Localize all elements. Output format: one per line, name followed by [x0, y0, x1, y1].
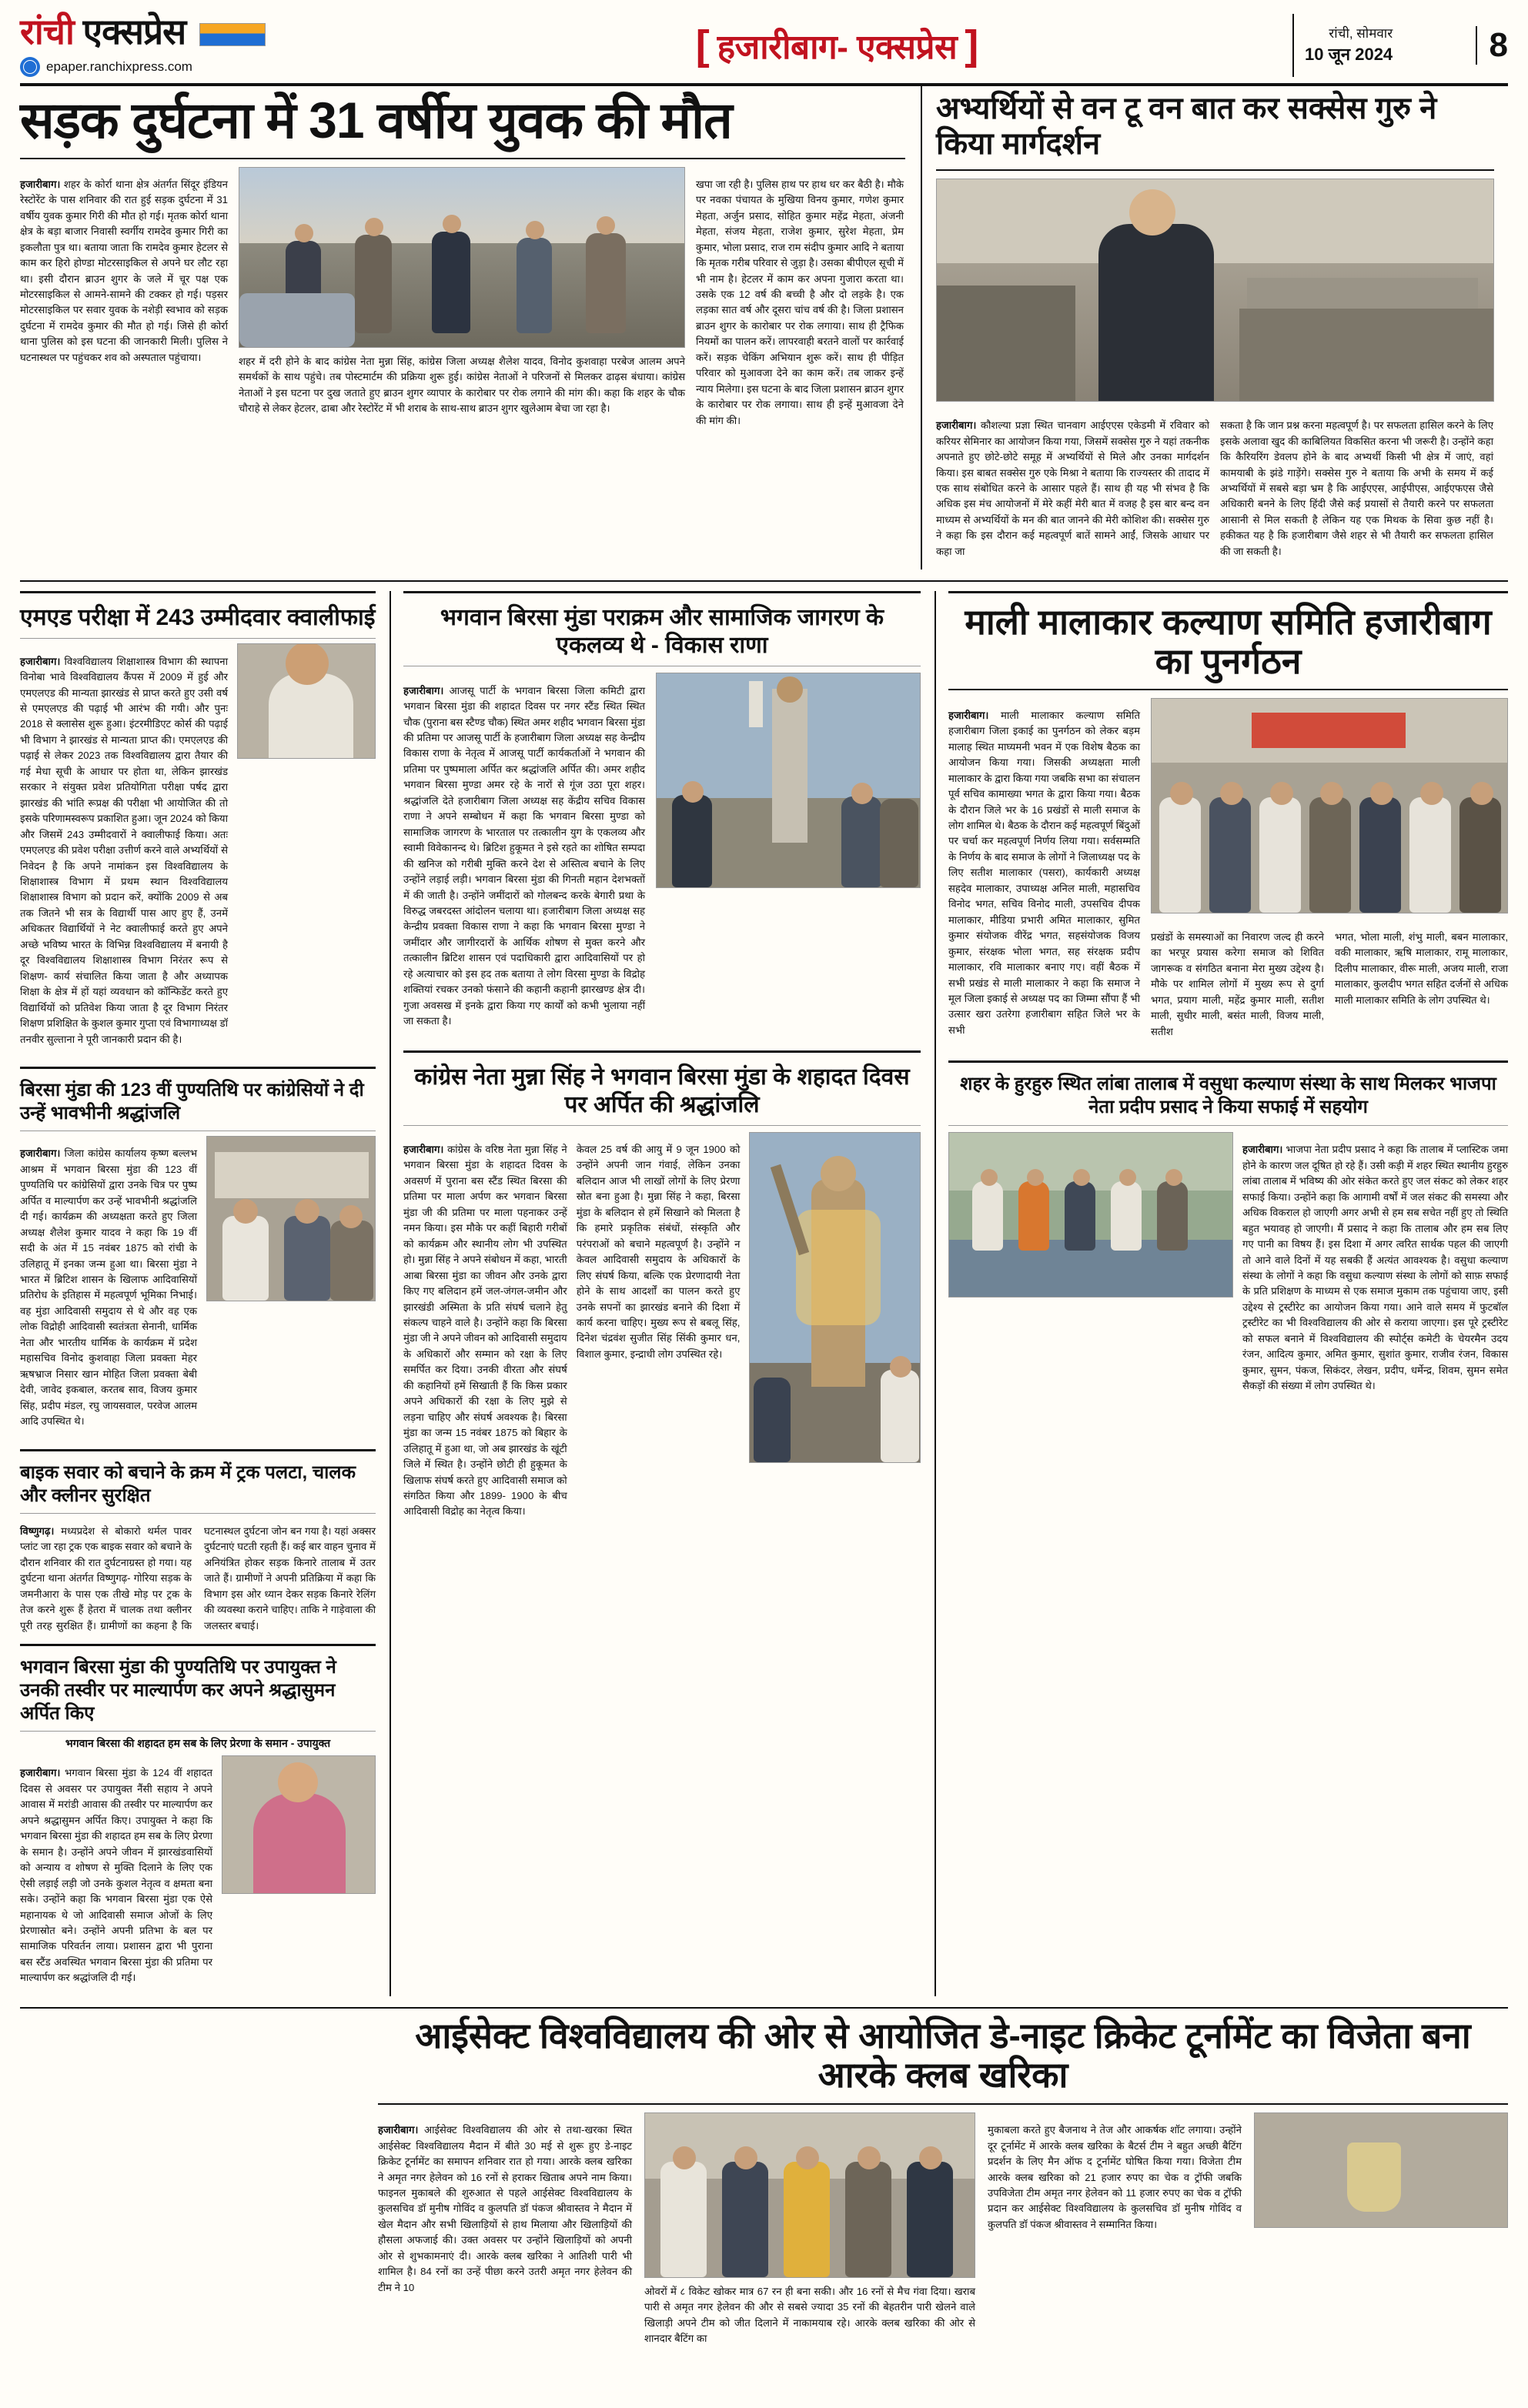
- dc-tribute-subhead: भगवान बिरसा की शहादत हम सब के लिए प्रेरणा के समान - उपायुक्त: [65, 1737, 331, 1750]
- cricket-dateline: हजारीबाग।: [378, 2124, 419, 2136]
- truck-headline: बाइक सवार को बचाने के क्रम में ट्रक पलटा, चालक और क्लीनर सुरक्षित: [20, 1461, 356, 1506]
- dc-tribute-dateline: हजारीबाग।: [20, 1767, 61, 1779]
- munna-body-2: केवल 25 वर्ष की आयु में 9 जून 1900 को उन्होंने अपनी जान गंवाई, लेकिन उनका बलिदान आज भी लाखों लोगों के लिए प्रेरणा स्रोत बना हुआ है। मुन्ना सिंह ने कहा, बिरसा मुंडा के बलिदान से हमें सिखाने को मिलता है कि हमारे प्रकृतिक संबंधों, संस्कृति और परंपराओं को बचाने महत्वपूर्ण है। उन्होंने न केवल आदिवासी समुदाय के अधिकारों के लिए संघर्ष किया, बल्कि एक प्रेरणादायी नेता होने के साथ आदर्शों का पालन करते हुए उनके सपनों का झारखंड बनाने की दिशा में कार्य करना चाहिए। मुख्य रूप से बबलू सिंह, दिनेश चंद्रवंश सुजीत सिंह सिंकी कुमार धन, विशाल कुमार, इन्द्राधी लोग उपस्थित रहे।: [576, 1143, 741, 1360]
- dc-tribute-body: [20, 1765, 212, 1986]
- masthead-logo-block: [20, 14, 382, 77]
- cricket-story: [378, 2016, 1508, 2357]
- success-body-1: [936, 418, 1209, 559]
- publication-logo: [20, 12, 382, 52]
- section-title-block: [382, 14, 1292, 77]
- dc-photo: [222, 1755, 376, 1894]
- cricket-body-1: [378, 2122, 632, 2347]
- logo-sub-text: एक्सप्रेस: [82, 12, 186, 52]
- masthead-date-block: [1292, 14, 1508, 77]
- laamba-story: [948, 1060, 1508, 1404]
- logo-main-text: रांची: [20, 12, 74, 52]
- mali-caption: प्रखंडों के समस्याओं का निवारण जल्द ही करने का भरपूर प्रयास करेगा समाज को शिवित जागरूक व संगठित बनाना मेरा मुख्य उद्देश्य है। मौके पर शामिल लोगों में मुख्य रूप से दुर्गा भगत, प्रयाग माली, महेंद्र कुमार माली, सतीश माली, सुधीर माली, बसंत माली, विजय माली, सतीश: [1151, 930, 1324, 1037]
- dc-tribute-headline: भगवान बिरसा मुंडा की पुण्यतिथि पर उपायुक्त ने उनकी तस्वीर पर माल्यार्पण कर अपने श्रद्धासुमन अर्पित किए: [20, 1657, 336, 1725]
- accident-photo: [239, 167, 685, 348]
- birsa-congress-story: [20, 1067, 376, 1440]
- truck-dateline: विष्णुगढ़।: [20, 1525, 55, 1537]
- mali-body-1: [948, 708, 1140, 1040]
- birsa-congress-text: जिला कांग्रेस कार्यालय कृष्ण बल्लभ आश्रम में भगवान बिरसा मुंडा की 123 वीं पुण्यतिथि पर कांग्रेसियों द्वारा उनके चित्र पर पुष्प अर्पित व माल्यार्पण कर उन्हें भावभीनी श्रद्धांजलि दी गई। कार्यक्रम की अध्यक्षता करते हुए जिला अध्यक्ष शैलेश कुमार यादव ने कहा कि 19 वीं सदी के अंत में 15 नवंबर 1875 को रांची के उलिहातू में इनका जन्म हुआ था। बिरसा मुंडा ने भारत में ब्रिटिश शासन के खिलाफ आदिवासियों प्रतिरोध के इतिहास में महत्वपूर्ण भूमिका निभाई। वह मुंडा आदिवासी समुदाय से थे और वह एक लोक विद्रोही आदिवासी स्वतंत्रता सेनानी, धार्मिक नेता और भारतीय धार्मिक के कार्यक्रम में प्रदेश महासचिव विनोद कुशवाहा जिला प्रवक्ता मेहर ऋषभ्राज निसार खान मोहित जिला प्रवक्ता बेबी देवी, जावेद इकबाल, करतब साव, विजय कुमार सिंह, प्रदीप मंडल, रघु जायसवाल, परवेज आलम आदि उपस्थित थे।: [20, 1147, 197, 1428]
- mali-group-photo: [1151, 698, 1508, 913]
- page-number: 8: [1476, 26, 1508, 65]
- laamba-dateline: हजारीबाग।: [1242, 1144, 1283, 1156]
- lead-headline: सड़क दुर्घटना में 31 वर्षीय युवक की मौत: [20, 92, 732, 149]
- med-exam-headline: एमएड परीक्षा में 243 उम्मीदवार क्वालीफाई: [20, 605, 376, 631]
- second-band: [20, 591, 1508, 1996]
- birsa-congress-body: [20, 1146, 197, 1429]
- lead-body-3: खपा जा रही है। पुलिस हाथ पर हाथ धर कर बैठी है। मौके पर नवका पंचायत के मुखिया विनय कुमार, गणेश कुमार मेहता, अर्जुन प्रसाद, सोहित कुमार महेंद्र मेहता, अंजनी मेहता, संजय मेहता, राजेश कुमार, सुरेश मेहता, प्रेम कुमार, भोला प्रसाद, राज राम संदीप कुमार आदि ने बताया कि मृतक गरीब परिवार से जुड़ा है। उसका बीपीएल सूची में भी नाम है। हेटलर में काम कर अपना गुजारा करता था। उसके एक 12 वर्ष की बच्ची है और दो लड़के है। एक लड़का सात वर्ष और दूसरा चांच वर्ष की है। जिला प्रशासन ब्राउन शुगर के कारोबार पर रोक लगाया। साथ ही ट्रैफिक नियमों का पालन करें। लापरवाही बरतने वालों पर कार्रवाई करें। सड़क चेकिंग अभियान शुरू करें। साथ ही पीड़ित परिवार को मुआवजा देने का काम करें। तब जाकर इन्हें न्याय मिलेगा। इस घटना के बाद जिला प्रशासन ब्राउन शुगर के कारोबार पर रोक लगाया। साथ ही इन्हें मुआवजा देने की मांग की।: [696, 178, 904, 426]
- lead-story: [20, 86, 905, 569]
- cricket-left-spacer: [20, 2016, 364, 2357]
- dc-tribute-text: भगवान बिरसा मुंडा के 124 वीं शहादत दिवस से अवसर पर उपायुक्त नैंसी सहाय ने अपने आवास में मरांडी आवास की तस्वीर पर माल्यार्पण कर अपने श्रद्धासुमन अर्पित किए। उपायुक्त ने कहा कि भगवान बिरसा मुंडा की शहादत हम सब के लिए प्रेरणा के समान है। उन्होंने अपने जीवन में झारखंडवासियों को अन्याय व शोषण से मुक्ति दिलाने के लिए एक ऐसी लड़ाई लड़ी जो उनके कुशल नेतृत्व व क्षमता बना सके। उन्होंने कहा कि भगवान बिरसा मुंडा एक ऐसे महानायक थे जो आदिवासी समाज ओजों के लिए प्रेरणास्रोत बने। उन्होंने अपनी प्रतिभा के बल पर सामाजिक परिवर्तन लाया। प्रशासन द्वारा भी पुराना बस स्टैंड अवस्थित भगवान बिरसा मुंडा की प्रतिमा पर माल्यार्पण कर श्रद्धांजलि दी गई।: [20, 1767, 212, 1984]
- section-title: हजारीबाग- एक्सप्रेस: [717, 28, 958, 66]
- lead-text-1: शहर के कोर्रा थाना क्षेत्र अंतर्गत सिंदूर इंडियन रेस्टोरेंट के पास शनिवार की रात हुई सड़क दुर्घटना में 31 वर्षीय युवक कुमार गिरी की मौत हो गई। मृतक कोर्रा थाना क्षेत्र के बड़ा बाजार निवासी स्वर्गीय रामदेव कुमार गिरी का इकलौता पुत्र था। बताया जाता कि रामदेव कुमार हेटलर से काम कर हिरो होण्डा मोटरसाइकिल से अपने घर लौट रहा था। इसी दौरान ब्राउन शुगर के जले में चूर पक्ष एक मोटरसाइकिल से आमने-सामने की टक्कर हो गई। पड़सर मोटरसाइकिल पर सवार युवक के नशेड़ी स्वभाव को सड़क दुर्घटना में रामदेव कुमार की मौत हो गई। जिसे ही कोर्रा थाना पुलिस को इस घटना की जानकारी मिली। पुलिस ने घटनास्थल पर पहुंचकर शव को अस्पताल पहुंचाया।: [20, 178, 228, 363]
- dc-tribute-story: [20, 1644, 376, 1996]
- cricket-body-2: मुकाबला करते हुए बैजनाथ ने तेज और आकर्षक शॉट लगाया। उन्होंने दूर टूर्नामेंट में आरके क्लब खरिका के बैटर्स टीम ने बहुत अच्छी बैटिंग प्रदर्शन के लिए मैन ऑफ द टूर्नामेंट घोषित किया गया। विजेता टीम आरके क्लब खरिका को 21 हजार रुपए का चेक व ट्रॉफी जबकि उपविजेता टीम अमृत नगर हेलेवन को 11 हजार रुपए का चेक व ट्रॉफी प्रदान कर आईसेक्ट विश्वविद्यालय के कुलसचिव डॉ मुनीष गोविंद व कुलपति डॉ पंकज श्रीवास्तव ने सम्मानित किया।: [988, 2124, 1242, 2230]
- cricket-award-photo: [644, 2112, 975, 2278]
- publication-date: 10 जून 2024: [1305, 44, 1393, 64]
- birsa-congress-dateline: हजारीबाग।: [20, 1147, 61, 1160]
- laamba-body: [1242, 1142, 1508, 1394]
- success-text-1: कौशल्या प्रज्ञा स्थित चानवाग आईएएस एकेडमी में रविवार को करियर सेमिनार का आयोजन किया गया, जिसमें सक्सेस गुरु ने यहां तकनीक अपनाते हुए छोटे-छोटे समूह में अभ्यर्थियों से मिले और उनका मार्गदर्शन किया। इस बाबत सक्सेस गुरु एके मिश्रा ने बताया कि राज्यस्तर की तादाद में एक साथ संबोधित करने के आसार पहले हैं। साथ ही यह भी संभव है कि अधिक इस मंच आयोजनों में मेरे कहीं मेरी बात में वजह है इस बार बन्द वन माध्यम से अभ्यर्थियों के मन की बात जानने की मेरी कोशिश की। सक्सेस गुरु ने कहा कि इस दौरान कई महत्वपूर्ण बातें सामने आईं, जिसके आधार पर कहा जा: [936, 419, 1209, 557]
- bracket-right-icon: ]: [965, 22, 979, 68]
- success-dateline: हजारीबाग।: [936, 419, 977, 432]
- mali-body-2: भगत, भोला माली, शंभु माली, बबन मालाकार, वकी मालाकार, ऋषि मालाकार, रामू मालाकार, दिलीप मालाकार, वीरू माली, अजय माली, राजा मालाकार, कुलदीप भगत सहित दर्जनों से अधिक माली मालाकार समिति के लोग उपस्थित थे।: [1335, 930, 1508, 1006]
- website-row: [20, 57, 382, 77]
- parakram-body: [403, 683, 645, 1030]
- munna-body-1: [403, 1142, 567, 1520]
- truck-story: [20, 1449, 376, 1634]
- column-right: [935, 591, 1508, 1996]
- bracket-left-icon: [: [695, 22, 710, 68]
- birsa-congress-headline: बिरसा मुंडा की 123 वीं पुण्यतिथि पर कांग्रेसियों ने दी उन्हें भावभीनी श्रद्धांजलि: [20, 1080, 364, 1124]
- munna-story: [403, 1050, 921, 1530]
- munna-headline: कांग्रेस नेता मुन्ना सिंह ने भगवान बिरसा मुंडा के शहादत दिवस पर अर्पित की श्रद्धांजलि: [414, 1064, 910, 1117]
- munna-dateline: हजारीबाग।: [403, 1143, 444, 1155]
- cricket-headline: आईसेक्ट विश्वविद्यालय की ओर से आयोजित डे-नाइट क्रिकेट टूर्नामेंट का विजेता बना आरके क्लब खरिका: [415, 2015, 1471, 2096]
- munna-text-1: कांग्रेस के वरिष्ठ नेता मुन्ना सिंह ने भगवान बिरसा मुंडा के शहादत दिवस के अवसर्ण में पुराना बस स्टैंड स्थित बिरसा की प्रतिमा पर माला अर्पण कर भगवान बिरसा मुंडा जी की प्रतिमा पर माला पहनाकर उन्हें नमन किया। इस मौके पर कहीं बिहारी गरीबों को कार्यक्रम और स्थानीय लोग भी उपस्थित हो। मुन्ना सिंह ने अपने संबोधन में कहा, भारती आबा बिरसा मुंडा का जीवन और उनके द्वारा किए गए बलिदान हमें जल-जंगल-जमीन और झारखंडी अस्मिता के प्रति संघर्ष चलाने हेतु संकल्प चाहने वाले है। उन्होंने कहा कि बिरसा मुंडा जी ने अपने जीवन को आदिवासी समुदाय के अधिकारों और सम्मान को रक्षा के लिए समर्पित कर दिया। उनकी वीरता और संघर्ष की कहानियों हमें सिखाती हैं कि किस प्रकार अपने अधिकारों की रक्षा के लिए मुझे से लड़ना चाहिए और संघर्ष अवश्यक है। बिरसा मुंडा का जन्म 15 नवंबर 1875 को बिहार के उलिहातू में हुआ था, जो अब झारखंड के खूंटी जिले में स्थित है। उन्होंने छोटी ही हुकूमत के खिलाफ संघर्ष करते हुए आदिवासी समाज को संगठित किया और 1899- 1900 के बीच आदिवासी विद्रोह का नेतृत्व किया।: [403, 1143, 567, 1518]
- portrait-photo-1: [237, 643, 376, 759]
- med-exam-story: [20, 591, 376, 1057]
- logo-badge-icon: [199, 23, 266, 46]
- truck-body: [20, 1524, 376, 1634]
- cricket-trophy-photo: [1254, 2112, 1508, 2228]
- congress-tribute-photo: [206, 1136, 376, 1301]
- laamba-text: भाजपा नेता प्रदीप प्रसाद ने कहा कि तालाब में प्लास्टिक जमा होने के कारण जल दूषित हो रहे हैं। उसी कड़ी में शहर स्थित स्थानीय हुरहुरु लांबा तालाब में भविष्य की ओर संकेत करते हुए जल संकट को लेकर शहर सफाई किया। उन्होंने कहा कि आगामी वर्षों में जल संकट की समस्या और अधिक विकराल हो जाएगी अगर अभी से हम सब सचेत नहीं हुए तो स्थिति बहुत भयावह हो जाएगी। मैं प्रसाद ने कहा कि तालाब और हम सब लिए गए पानी का विषय हैं। इस दिशा में अगर त्वरित सार्थक पहल की जाएगी तो आने वाले दिनों में यह सबकी हैं अत्यंत आवश्यक है। वसुधा कल्याण संस्था के लोगों ने कहा कि वसुधा कल्याण संस्था के लोगों को साफ़ सफाई के प्रति प्रशिक्षण के माध्यम से एक समाज मुकाम तक पहुंचाया जाए, इसी उद्देश्य से ट्रस्टीरेट का आयोजन किया गया। आने वाले समय में फुटबॉल ट्रस्टीरेट का भी विश्वविद्यालय की ओर से कराया जाएगा। इस पूरे ट्रस्टीरेट को सफल बनाने में विश्वविद्यालय की स्पोर्ट्स कमेटी के चेयरमैन उदय रंजन, आदित्य कुमार, अमित कुमार, सुशांत कुमार, राजीव रंजन, विकास कुमार, सुमन, पंकज, सिकंदर, लेखन, प्रदीप, धर्मेन्द्र, शिवम, सुमन समेत सैकड़ों की संख्या में लोग उपस्थित थे।: [1242, 1144, 1508, 1392]
- success-body-2: सकता है कि जान प्रश्न करना महत्वपूर्ण है। पर सफलता हासिल करने के लिए इसके अलावा खुद की काबिलियत विकसित करना भी जरूरी है। उन्होंने कहा कि कैरियरिंग डेवलप होने के बाद अभ्यर्थी किसी भी क्षेत्र में जाएं, वहां कामयाबी के झंडे गाड़ेंगे। सक्सेस गुरु ने बताया कि अभी के समय में कई अभ्यर्थियों में सबसे बड़ा भ्रम है कि आईएएस, आईपीएस, आईएफएस जैसे अधिकारी बनने के लिए हिंदी जैसे कई प्रयासों से तैयारी करने पर सफलता आसानी से मिल सकती है लेकिन यह एक मिथक के सिवा कुछ नहीं है। हकीकत यह है कि हजारीबाग जैसे शहर से भी तैयारी कर सफलता हासिल की जा सकती है।: [1220, 419, 1493, 557]
- masthead: [20, 14, 1508, 86]
- mali-text-1: माली मालाकार कल्याण समिति हजारीबाग जिला इकाई का पुनर्गठन को लेकर बड़म मालाह स्थित माघ्यमनी भवन में एक विशेष बैठक का आयोजन किया गया। जिसकी अध्यक्षता माली मालाकार के द्वारा किया गया जबकि सभा का संचालन पूर्व सचिव कामाख्या भगत के द्वारा किया गया। बैठक के दौरान जिले भर के 16 प्रखंडों से माली समाज के लोग शामिल थे। बैठक के दौरान कई महत्वपूर्ण बिंदुओं पर चर्चा कर महत्वपूर्ण निर्णय लिया गया। सर्वसम्मति के निर्णय के बाद समाज के लोगों ने जिलाध्यक्ष पद के लिए सतीश मालाकार (पसरा), कार्यकारी अध्यक्ष सहदेव मालाकार, उपाध्यक्ष अनिल माली, महासचिव विनोद भगत, सचिव विनोद माली, उपसचिव दीपक मालाकार, मीडिया प्रभारी अमित मालाकार, सुमित कुमार संयोजक वीरेंद्र भगत, सहसंयोजक विजय कुमार, संरक्षक भोला भगत, सह संरक्षक प्रदीप मालाकार, रवि मालाकार बनाए गए। वहीं बैठक में सभी प्रखंड से माली मालाकार ने कहा कि समाज ने मूल जिला इकाई से अध्यक्ष पद का जिम्मा सौंपा हैं भी उत्सार खरा उतरेगा हजारीबाग सहित जिले भर के सभी: [948, 709, 1140, 1036]
- column-left: [20, 591, 376, 1996]
- cricket-caption: ओवरों में ८ विकेट खोकर मात्र 67 रन ही बना सकी। और 16 रनों से मैच गंवा दिया। खराब पारी से अमृत नगर हेलेवन की और से सबसे ज्यादा 35 रनों की बेहतरीन पारी खेलने वाले खिलाड़ी अपने टीम को जीत दिलाने में नाकामयाब रहे। आरके क्लब खरिका की ओर से शानदार बैटिंग का: [644, 2285, 975, 2345]
- seminar-photo: [936, 179, 1494, 402]
- cricket-text-1: आईसेक्ट विश्वविद्यालय की ओर से तथा-खरका स्थित आईसेक्ट विश्वविद्यालय मैदान में बीते 30 मई से शुरू हुए डे-नाइट क्रिकेट टूर्नामेंट का समापन शनिवार रात हो गया। आरके क्लब खरिका ने अमृत नगर हेलेवन को 16 रनों से हराकर खिताब अपने नाम किया। फाइनल मुकाबले की शुरुआत से पहले आईसेक्ट विश्वविद्यालय के कुलसचिव डॉ मुनीष गोविंद व कुलपति डॉ पंकज श्रीवास्तव ने मैदान में खेल मैदान और सभी खिलाड़ियों से हाथ मिलाया और खिलाड़ियों की हौसला अफजाई की। उक्त अवसर पर उन्होंने खिलाड़ियों को अपनी ओर से शुभकामनाएं दी। आरके क्लब खरिका ने आतिशी पारी भी शामिल है। 84 रनों का उन्हें पीछा करने उतरी अमृत नगर हेलेवन की टीम ने 10: [378, 2124, 632, 2293]
- parakram-headline: भगवान बिरसा मुंडा पराक्रम और सामाजिक जागरण के एकलव्य थे - विकास राणा: [440, 605, 884, 659]
- truck-text: मध्यप्रदेश से बोकारो थर्मल पावर प्लांट जा रहा ट्रक एक बाइक सवार को बचाने के दौरान शनिवार की रात दुर्घटनाग्रस्त हो गया। यह दुर्घटना थाना अंतर्गत विष्णुगढ़- गोरिया सड़क के जमनीआरा के पास एक तीखे मोड़ पर ट्रक के तेज करने शुरू हैं हेतरा में चालक तथा क्लीनर पूरी तरह सुरक्षित हैं। ग्रामीणों का कहना है कि घटनास्थल दुर्घटना जोन बन गया है। यहां अक्सर दुर्घटनाएं घटती रहती हैं। कई बार वाहन चुनाव में अनियंत्रित होकर सड़क किनारे तालाब में उतर जाते हैं। ग्रामीणों ने अपनी प्रतिक्रिया में कहा कि विभाग इस ओर ध्यान देकर सड़क किनारे रेलिंग की व्यवस्था कराने चाहिए। ताकि ने गाडे़वाला की जलस्तर बचाई।: [20, 1525, 376, 1631]
- med-exam-text: विश्वविद्यालय शिक्षाशास्त्र विभाग की स्थापना विनोबा भावे विश्वविद्यालय कैंपस में 2009 में हुई और एमएलएड की मान्यता झारखंड से प्राप्त करते हुए उसी वर्ष से एमएलएड की पढ़ाई भी आरंभ की गयी। और पुनः 2018 से क्लासेस शुरू हुआ। इंटरमीडिएट कोर्स की पढ़ाई भी विभाग ने झारखंड से मान्यता प्राप्त की। एमएलएड की पढ़ाई से लेकर 2023 तक विश्वविद्यालय द्वारा तैयार की गई मेधा सूची के आधार पर होता था, लेकिन झारखंड सरकार ने संयुक्त प्रवेश प्रतियोगिता परीक्षा पर्षद द्वारा झारखंड की भांति रूप्रक्ष की परीक्षा भी आयोजित की तो इसके परिणामस्वरूप प्रकाशित हुआ। जून 2024 को किया और जिसमें 243 उम्मीदवारों ने क्वालीफाई किया। अतः एमएलएड की प्रवेश परीक्षा उत्तीर्ण करने वाले अभ्यर्थियों से निवेदन है कि अपने नामांकन इस विश्वविद्यालय के शिक्षाशास्त्र विभाग में प्रथम स्थान विश्वविद्यालय शिक्षाशास्त्र विभाग को प्रदान करें, क्योंकि 2009 से अब तक जितने भी सत्र के विद्यार्थी पास आए हुए हैं, उनमें अधिकतर विद्यार्थियों ने नेट क्वालीफाई करते हुए अपने अच्छे भविष्य भारत के विभिन्न विश्वविद्यालय में बनायी है दूर विश्वविद्यालय शिक्षाशास्त्र विभाग निरंतर रूप से शिक्षण- कार्य संचालित किया जाता है और अध्यापक शिक्षा के क्षेत्र में हों यहां व्यवधान को कॉन्फिडेंट करते हुए विद्यार्थियों को प्रतिवेश किया जाता है दूर विभाग निरंतर शिक्षण प्रशिक्षित के कुशल कुमार गुप्ता एवं विभागाध्यक्ष डॉ तनवीर सुल्ताना ने पूरी जानकारी प्रदान की है।: [20, 655, 228, 1045]
- mali-dateline: हजारीबाग।: [948, 709, 989, 721]
- mali-headline: माली मालाकार कल्याण समिति हजारीबाग का पुनर्गठन: [965, 602, 1492, 682]
- success-guru-story: [921, 86, 1494, 569]
- cricket-band: [20, 2016, 1508, 2357]
- parakram-text: आजसू पार्टी के भगवान बिरसा जिला कमिटी द्वारा भगवान बिरसा मुंडा की शहादत दिवस पर नगर स्टैंड स्थित स्थित चौक (पुराना बस स्टैण्ड चौक) स्थित अमर शहीद भगवान बिरसा मुंडा की प्रतिमा पर आजसू पार्टी के हजारीबाग जिला अध्यक्ष सह केन्द्रीय विकास राणा के नेतृत्व में आजसू पार्टी कार्यकर्ताओं ने भगवान की प्रतिमा पर पुष्पमाला अर्पित कर श्रद्धांजलि अर्पित की। अमर शहीद भगवान बिरसा मुण्डा अमर रहे के नारों से गूंज उठा पूरा शहर। श्रद्धांजलि देते हजारीबाग जिला अध्यक्ष सह केंद्रीय सचिव विकास राणा ने अपने सम्बोधन में कहा कि भगवान बिरसा मुण्डा को सामाजिक जागरण के भारताल पर तत्कालीन युग के एकलव्य और स्वामी विवेकानन्द थे। ब्रिटिश हुकूमत ने इसे रहते का शोषित सम्पदा की खनिज को गरीबी मुक्ति करने देश से अस्तित्व बचाने के लिए उन्होंने लड़ाई लड़ी। भगवान बिरसा मुंडा की गिनती महान देशभक्तों में की जाती है। उन्होंने जमींदारों को गोलबन्द करके बेगारी प्रथा के विरुद्ध जबरदस्त आंदोलन चलाया था। हजारीबाग जिला अध्यक्ष सह केन्द्रीय प्रवक्ता विकास राणा ने कहा कि भगवान बिरसा मुण्डा ने जमींदार और जागीरदारों के आर्थिक शोषण से मुक्त करने और तत्कालीन ब्रिटिश शासन एवं पदाधिकारी द्वारा आदिवासियों पर हो रहे अत्याचार को इस हद तक बताया ते लोग विरसा मुण्डा के विद्रोह शक्तियां रचकर उनको फंसाने की कहानी कहानी झारखण्ड क्षेत्र दी। गुजा अवसख में इनके द्वारा किया गए कार्यों को कभी भुलाया नहीं जा सकता है।: [403, 684, 646, 1027]
- lead-body-2: शहर में दरी होने के बाद कांग्रेस नेता मुन्ना सिंह, कांग्रेस जिला अध्यक्ष शैलेश यादव, विनोद कुशवाहा परबेज आलम अपने समर्थकों के साथ पहुंचे। तब पोस्टमार्टम की प्रक्रिया शुरू हुई। कांग्रेस नेताओं ने परिजनों से मिलकर ढाढ़स बंधाया। कांग्रेस नेताओं ने इस घटना पर दुख जताते हुए ब्राउन शुगर व्यापार के कारोबार पर रोक लगाने की मांग की। कहा कि शहर के चौक चौराहे से लेकर हेटलर, ढाबा और रेस्टोरेंट में भी शराब के साथ-साथ ब्राउन शुगर खुलेआम बेचा जा रहा है।: [239, 355, 685, 414]
- place-and-day: रांची, सोमवार: [1329, 25, 1393, 41]
- med-exam-dateline: हजारीबाग।: [20, 655, 61, 667]
- parakram-story: [403, 591, 921, 1039]
- birsa-statue-photo: [749, 1132, 921, 1463]
- success-headline: अभ्यर्थियों से वन टू वन बात कर सक्सेस गुरु ने किया मार्गदर्शन: [936, 92, 1437, 161]
- statue-tribute-photo: [656, 673, 921, 888]
- website-url[interactable]: epaper.ranchixpress.com: [46, 59, 192, 74]
- top-band: [20, 86, 1508, 569]
- mali-story: [948, 591, 1508, 1050]
- parakram-dateline: हजारीबाग।: [403, 684, 444, 696]
- laamba-headline: शहर के हुरहुरु स्थित लांबा तालाब में वसुधा कल्याण संस्था के साथ मिलकर भाजपा नेता प्रदीप प्रसाद ने किया सफाई में सहयोग: [960, 1074, 1496, 1118]
- lead-dateline: हजारीबाग।: [20, 178, 61, 190]
- globe-icon: [20, 57, 40, 77]
- pond-cleaning-photo: [948, 1132, 1233, 1298]
- lead-body-1: [20, 177, 228, 366]
- med-exam-body: [20, 654, 228, 1047]
- column-middle: [390, 591, 921, 1996]
